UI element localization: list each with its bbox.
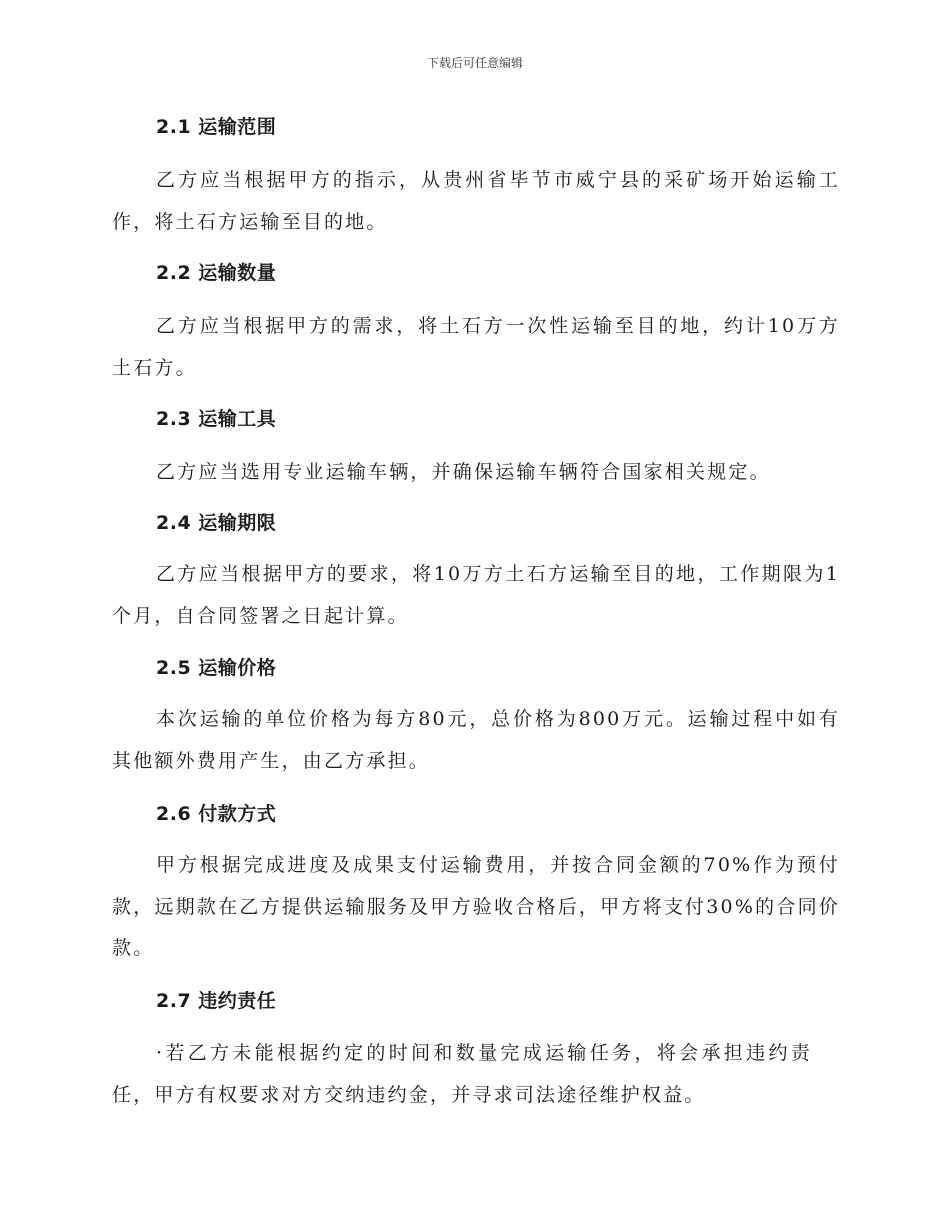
section-heading-2-6: 2.6 付款方式 [156, 803, 277, 825]
section-heading-2-7: 2.7 违约责任 [156, 990, 277, 1012]
section-heading-2-5: 2.5 运输价格 [156, 657, 277, 679]
section-heading-2-3: 2.3 运输工具 [156, 408, 277, 430]
page-header: 下载后可任意编辑 [426, 56, 523, 70]
section-heading-2-1: 2.1 运输范围 [156, 116, 277, 138]
section-paragraph-2-4: 乙方应当根据甲方的要求，将10万方土石方运输至目的地，工作期限为1个月，自合同签署之日起计算。 [112, 563, 840, 627]
section-paragraph-2-6: 甲方根据完成进度及成果支付运输费用，并按合同金额的70%作为预付款，远期款在乙方提供运输服务及甲方验收合格后，甲方将支付30%的合同价款。 [112, 854, 840, 959]
section-paragraph-2-1: 乙方应当根据甲方的指示，从贵州省毕节市威宁县的采矿场开始运输工作，将土石方运输至目的地。 [112, 169, 840, 233]
section-paragraph-2-5: 本次运输的单位价格为每方80元，总价格为800万元。运输过程中如有其他额外费用产生，由乙方承担。 [112, 708, 840, 772]
section-paragraph-2-3: 乙方应当选用专业运输车辆，并确保运输车辆符合国家相关规定。 [156, 461, 771, 483]
section-heading-2-4: 2.4 运输期限 [156, 512, 277, 534]
section-heading-2-2: 2.2 运输数量 [156, 262, 277, 284]
section-paragraph-2-2: 乙方应当根据甲方的需求，将土石方一次性运输至目的地，约计10万方土石方。 [112, 315, 840, 379]
section-paragraph-2-7: ·若乙方未能根据约定的时间和数量完成运输任务，将会承担违约责任，甲方有权要求对方交纳违约金，并寻求司法途径维护权益。 [112, 1042, 812, 1106]
